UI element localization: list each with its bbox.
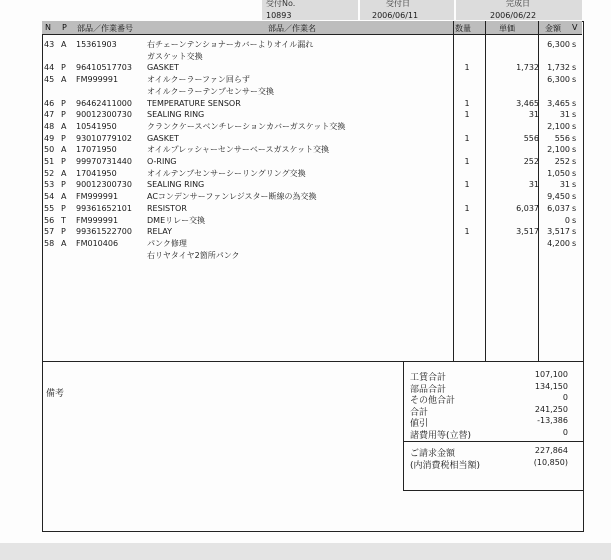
cell-tax: s	[572, 215, 577, 225]
cell-code: 99361652101	[76, 203, 132, 213]
total-label: 諸費用等(立替)	[410, 431, 472, 441]
cell-price: 1,732	[516, 63, 539, 73]
cell-amount: 6,037	[547, 203, 570, 213]
cell-no: 50	[44, 145, 55, 155]
cell-amount: 31	[559, 180, 570, 190]
divider-items-bottom	[42, 361, 583, 362]
total-value: 0	[562, 393, 568, 403]
cell-no: 49	[44, 133, 55, 143]
cell-price: 3,517	[516, 227, 539, 237]
billing-value: (10,850)	[533, 457, 568, 467]
total-label: 値引	[410, 419, 429, 430]
cell-code: 17071950	[76, 145, 117, 155]
cell-no: 56	[44, 215, 55, 225]
column-header	[42, 21, 582, 35]
cell-qty: 1	[464, 133, 470, 143]
billing-label: ご請求金額	[410, 449, 456, 459]
cell-qty: 1	[464, 180, 470, 190]
col-tax: V	[572, 23, 578, 32]
cell-type: P	[61, 133, 66, 143]
cell-tax: s	[572, 75, 577, 85]
cell-price: 252	[523, 157, 539, 166]
completed-date: 2006/06/22	[490, 11, 537, 20]
cell-price: 6,037	[516, 203, 539, 213]
cell-name: DMEリレー交換	[147, 215, 206, 225]
cell-amount: 2,100	[547, 121, 570, 131]
cell-code: 96462411000	[76, 98, 132, 108]
cell-qty: 1	[464, 98, 470, 108]
cell-type: T	[61, 215, 66, 225]
table-row	[44, 109, 579, 121]
cell-tax: s	[572, 145, 577, 155]
cell-type: A	[61, 75, 67, 85]
cell-code: 93010779102	[76, 133, 132, 143]
table-row	[44, 156, 579, 168]
cell-name: GASKET	[147, 133, 179, 143]
cell-tax: s	[572, 168, 577, 178]
cell-amount: 252	[554, 157, 570, 166]
cell-name: ACコンデンサーファンレジスター断線の為交換	[147, 192, 317, 202]
cell-tax: s	[572, 157, 577, 166]
cell-amount: 6,300	[547, 40, 570, 49]
cell-amount: 1,732	[547, 63, 570, 73]
remarks-label: 備考	[46, 389, 65, 399]
table-row	[44, 74, 579, 86]
cell-qty: 1	[464, 227, 470, 237]
table-row	[44, 226, 579, 238]
cell-type: A	[61, 145, 67, 155]
cell-name: 右チェーンテンショナーカバーよりオイル漏れ	[147, 40, 314, 49]
cell-name: オイルクーラーテンプセンサー交換	[147, 86, 274, 96]
total-label: 部品合計	[410, 384, 447, 395]
col-code: 部品／作業番号	[77, 24, 133, 33]
cell-name: TEMPERATURE SENSOR	[147, 98, 241, 108]
cell-code: 99970731440	[76, 157, 132, 166]
cell-name: RELAY	[147, 227, 172, 237]
col-amount: 金額	[545, 24, 561, 33]
cell-name: RESISTOR	[147, 203, 187, 213]
cell-no: 57	[44, 227, 55, 237]
total-value: 107,100	[534, 370, 568, 379]
cell-name: O-RING	[147, 157, 177, 166]
cell-qty: 1	[464, 63, 470, 73]
receipt-no-label: 受付No.	[266, 0, 296, 8]
cell-price: 556	[523, 133, 539, 143]
table-row	[44, 62, 579, 74]
cell-tax: s	[572, 40, 577, 49]
cell-code: 15361903	[76, 40, 117, 49]
cell-amount: 556	[554, 133, 570, 143]
cell-type: P	[61, 157, 66, 166]
cell-type: A	[61, 168, 67, 178]
cell-type: P	[61, 203, 66, 213]
cell-tax: s	[572, 203, 577, 213]
cell-name: クランクケースベンチレーションカバーガスケット交換	[147, 121, 346, 131]
cell-code: FM010406	[76, 238, 119, 248]
table-row	[44, 144, 579, 156]
cell-qty: 1	[464, 203, 470, 213]
cell-type: A	[61, 192, 67, 202]
cell-amount: 1,050	[547, 168, 570, 178]
cell-code: 10541950	[76, 121, 117, 131]
cell-no: 53	[44, 180, 55, 190]
cell-price: 31	[528, 110, 539, 120]
total-value: 134,150	[534, 381, 568, 391]
table-row	[44, 191, 579, 203]
cell-code: 17041950	[76, 168, 117, 178]
cell-no: 45	[44, 75, 55, 85]
cell-amount: 3,517	[547, 227, 570, 237]
table-row	[44, 179, 579, 191]
table-row	[44, 215, 579, 227]
cell-price: 3,465	[516, 98, 539, 108]
receipt-no: 10893	[266, 11, 292, 20]
billing-label: (内消費税相当額)	[410, 460, 481, 471]
cell-name: 右リヤタイヤ2箇所パンク	[147, 250, 240, 260]
cell-tax: s	[572, 180, 577, 190]
cell-tax: s	[572, 227, 577, 237]
cell-no: 44	[44, 63, 55, 73]
col-name: 部品／作業名	[268, 24, 316, 33]
cell-no: 47	[44, 110, 55, 120]
totals-box-left	[403, 362, 404, 490]
cell-tax: s	[572, 192, 577, 202]
received-date: 2006/06/11	[372, 11, 419, 20]
cell-name: オイルテンプセンサーシーリングリング交換	[147, 168, 306, 178]
total-value: -13,386	[537, 416, 568, 426]
cell-code: 90012300730	[76, 180, 132, 190]
cell-price: 31	[528, 180, 539, 190]
cell-name: GASKET	[147, 63, 179, 73]
cell-type: A	[61, 121, 67, 131]
cell-tax: s	[572, 98, 577, 108]
total-value: 241,250	[534, 404, 568, 414]
cell-name: オイルプレッシャーセンサーベースガスケット交換	[147, 145, 330, 155]
cell-tax: s	[572, 238, 577, 248]
totals-box-bottom	[403, 490, 583, 491]
cell-type: P	[61, 63, 66, 73]
cell-type: P	[61, 110, 66, 120]
table-row	[44, 86, 579, 98]
cell-qty: 1	[464, 110, 470, 120]
cell-no: 46	[44, 98, 55, 108]
cell-amount: 0	[564, 215, 570, 225]
totals-divider	[403, 441, 583, 442]
cell-amount: 4,200	[547, 238, 570, 248]
cell-type: P	[61, 227, 66, 237]
cell-type: A	[61, 40, 67, 49]
cell-name: パンク修理	[147, 238, 187, 248]
cell-amount: 2,100	[547, 145, 570, 155]
cell-amount: 3,465	[547, 98, 570, 108]
cell-tax: s	[572, 133, 577, 143]
cell-no: 43	[44, 40, 55, 49]
cell-amount: 9,450	[547, 192, 570, 202]
cell-qty: 1	[464, 157, 470, 166]
col-price: 単価	[499, 24, 515, 33]
table-row	[44, 39, 579, 51]
table-row	[44, 250, 579, 262]
cell-code: FM999991	[76, 75, 119, 85]
cell-type: P	[61, 98, 66, 108]
cell-no: 52	[44, 168, 55, 178]
cell-no: 55	[44, 203, 55, 213]
total-label: 合計	[410, 407, 429, 418]
cell-name: SEALING RING	[147, 110, 205, 120]
cell-no: 48	[44, 121, 55, 131]
cell-no: 58	[44, 238, 55, 248]
cell-code: FM999991	[76, 215, 119, 225]
col-qty: 数量	[455, 24, 471, 33]
cell-code: 99361522700	[76, 227, 132, 237]
billing-value: 227,864	[534, 446, 568, 455]
table-row	[44, 238, 579, 250]
table-row	[44, 133, 579, 145]
col-no: N	[45, 23, 51, 32]
cell-tax: s	[572, 110, 577, 120]
cell-tax: s	[572, 63, 577, 73]
cell-code: FM999991	[76, 192, 119, 202]
table-row	[44, 51, 579, 63]
table-row	[44, 168, 579, 180]
total-label: その他合計	[410, 396, 456, 407]
cell-amount: 6,300	[547, 75, 570, 85]
col-np: P	[62, 23, 67, 32]
table-row	[44, 121, 579, 133]
table-row	[44, 203, 579, 215]
cell-no: 51	[44, 157, 55, 166]
cell-type: A	[61, 238, 67, 248]
cell-name: SEALING RING	[147, 180, 205, 190]
cell-name: オイルクーラーファン回らず	[147, 75, 250, 85]
cell-type: P	[61, 180, 66, 190]
received-label: 受付日	[386, 0, 410, 8]
cell-name: ガスケット交換	[147, 51, 203, 61]
total-label: 工賃合計	[410, 373, 447, 383]
completed-label: 完成日	[506, 0, 530, 8]
cell-code: 90012300730	[76, 110, 132, 120]
cell-amount: 31	[559, 110, 570, 120]
cell-code: 96410517703	[76, 63, 132, 73]
scan-bottom-edge	[0, 543, 611, 560]
total-value: 0	[562, 428, 568, 437]
table-row	[44, 98, 579, 110]
cell-tax: s	[572, 121, 577, 131]
cell-no: 54	[44, 192, 55, 202]
